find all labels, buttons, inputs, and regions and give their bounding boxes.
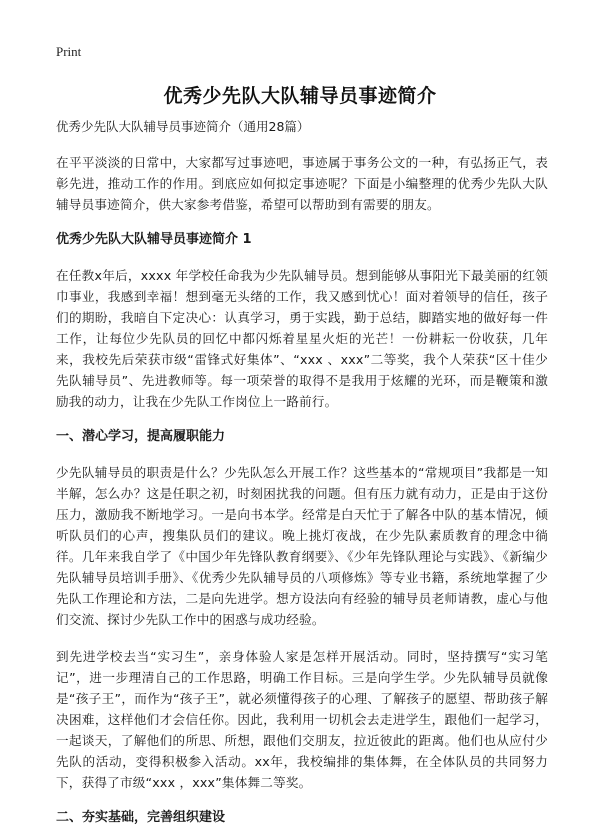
- document-body: [56, 118, 548, 828]
- section-heading-3: 二、夯实基础，完善组织建设: [56, 810, 226, 825]
- section-heading-2: 一、潜心学习，提高履职能力: [56, 429, 226, 444]
- section2-paragraph-2: 到先进学校去当“实习生”，亲身体验人家是怎样开展活动。同时，坚持撰写“实习笔记”，进一步理清自己的工作思路，明确工作目标。三是向学生学。少先队辅导员就像是“孩子王”，而作为“孩子王”，就必须懂得孩子的心理、了解孩子的愿望、帮助孩子解决困难，这样他们才会信任你。因此，我利用一切机会去走进学生，跟他们一起学习，一起谈天，了解他们的所思、所想，跟他们交朋友，拉近彼此的距离。他们也从应付少先队的活动，变得积极参入活动。xx年，我校编排的集体舞，在全体队员的共同努力下，获得了市级“xxx ，xxx”集体舞二等奖。: [56, 649, 548, 790]
- document-subtitle: 优秀少先队大队辅导员事迹简介（通用28篇）: [56, 119, 310, 134]
- section-heading-1: 优秀少先队大队辅导员事迹简介 1: [56, 232, 252, 247]
- section2-paragraph-1: 少先队辅导员的职责是什么？少先队怎么开展工作？这些基本的“常规项目”我都是一知半解，怎么办？这是任职之初，时刻困扰我的问题。但有压力就有动力，正是由于这份压力，激励我不断地学习。一是向书本学。经常是白天忙于了解各中队的基本情况，倾听队员们的心声，搜集队员们的建议。晚上挑灯夜战，在少先队素质教育的理念中徜徉。几年来我自学了《中国少年先锋队教育纲要》、《少年先锋队理论与实践》、《新编少先队辅导员培训手册》、《优秀少先队辅导员的八项修炼》等专业书籍，系统地掌握了少先队工作理论和方法，二是向先进学。想方设法向有经验的辅导员老师请教，虚心与他们交流、探讨少先队工作中的困惑与成功经验。: [56, 465, 548, 627]
- print-label[interactable]: Print: [56, 44, 82, 59]
- section1-paragraph: 在任教x年后，xxxx 年学校任命我为少先队辅导员。想到能够从事阳光下最美丽的红领巾事业，我感到幸福！想到毫无头绪的工作，我又感到忧心！面对着领导的信任，孩子们的期盼，我暗自下定决心：认真学习，勇于实践，勤于总结，脚踏实地的做好每一件工作，让每位少先队员的回忆中都闪烁着星星火炬的光芒！一份耕耘一份收获，几年来，我校先后荣获市级“雷锋式好集体”、“xxx 、xxx”二等奖，我个人荣获“区十佳少先队辅导员”、先进教师等。每一项荣誉的取得不是我用于炫耀的光环，而是鞭策和激励我的动力，让我在少先队工作岗位上一路前行。: [56, 268, 548, 409]
- intro-paragraph: 在平平淡淡的日常中，大家都写过事迹吧，事迹属于事务公文的一种，有弘扬正气，表彰先进，推动工作的作用。到底应如何拟定事迹呢？下面是小编整理的优秀少先队大队辅导员事迹简介，供大家参考借鉴，希望可以帮助到有需要的朋友。: [56, 155, 548, 212]
- page-title: 优秀少先队大队辅导员事迹简介: [163, 85, 437, 107]
